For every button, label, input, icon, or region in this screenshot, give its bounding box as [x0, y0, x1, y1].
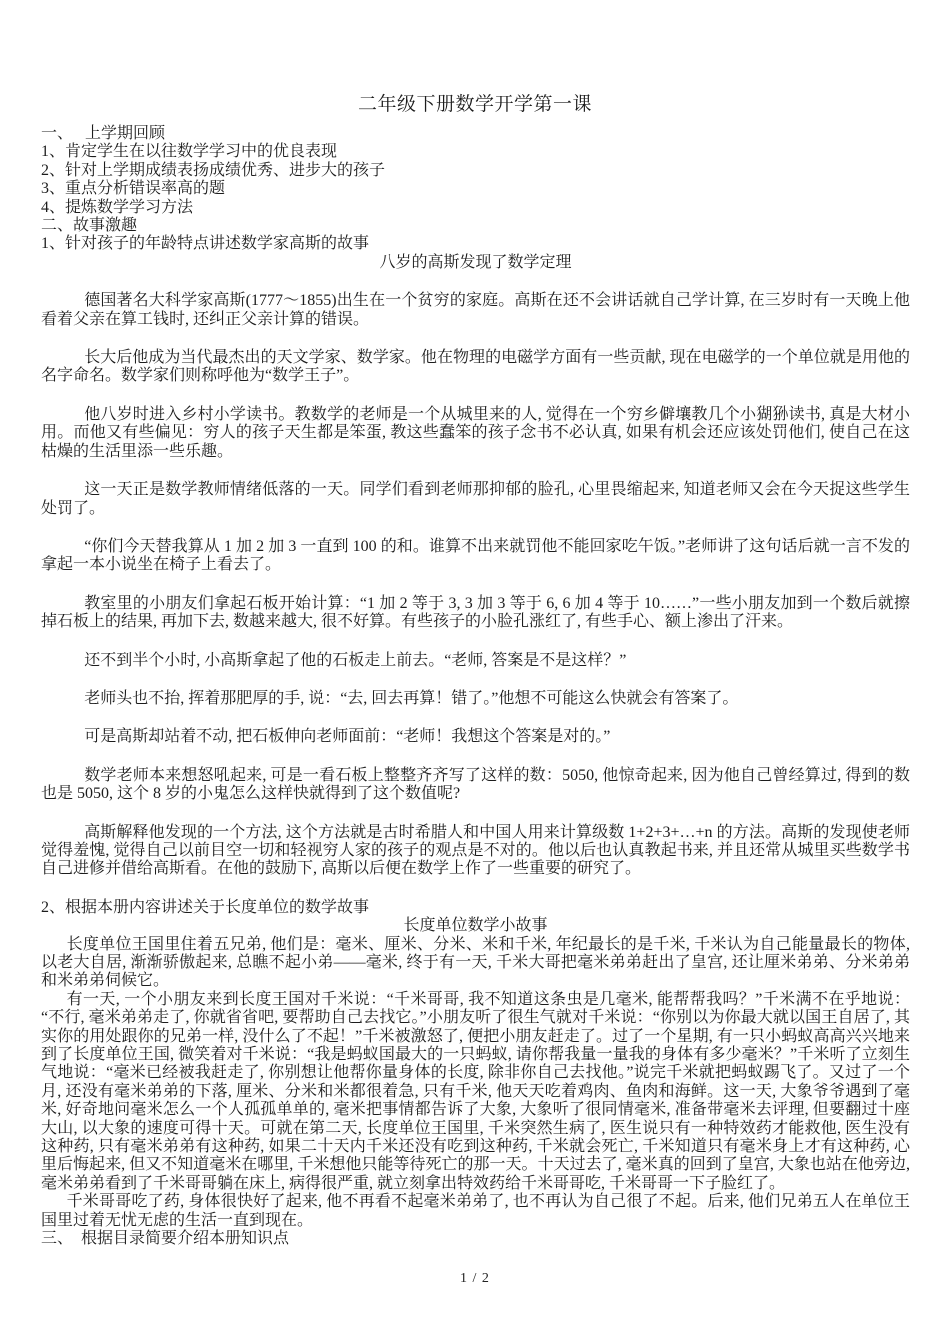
outline-item: 一、 上学期回顾 [41, 125, 166, 142]
outline-item: 4、提炼数学学习方法 [41, 198, 194, 216]
page-number: 1 / 2 [460, 1271, 490, 1286]
paragraph: 长度单位王国里住着五兄弟, 他们是：毫米、厘米、分米、米和千米, 年纪最长的是千米, 千米认为自己能量最长的物体, 以老大自居, 渐渐骄傲起来, 总瞧不起小弟——毫米, 终于有一天, 千米大哥把毫米弟弟赶出了皇宫, 还让厘米弟弟、分米弟弟和米弟弟伺候它。 [41, 935, 910, 990]
paragraph: 还不到半个小时, 小高斯拿起了他的石板走上前去。“老师, 答案是不是这样？” [84, 651, 627, 669]
paragraph: 这一天正是数学教师情绪低落的一天。同学们看到老师那抑郁的脸孔, 心里畏缩起来, 知道老师又会在今天捉这些学生处罚了。 [41, 481, 910, 517]
story-subtitle: 八岁的高斯发现了数学定理 [379, 253, 572, 271]
paragraph: 高斯解释他发现的一个方法, 这个方法就是古时希腊人和中国人用来计算级数 1+2+3+…+n 的方法。高斯的发现使老师觉得羞愧, 觉得自己以前目空一切和轻视穷人家的孩子的观点是不对的。他以后也认真教起书来, 并且还常从城里买些数学书自己进修并借给高斯看。在他的鼓励下, 高斯以后便在数学上作了一些重要的研究了。 [41, 823, 910, 878]
outline-item: 三、 根据目录简要介绍本册知识点 [41, 1230, 290, 1248]
outline-item: 3、重点分析错误率高的题 [41, 180, 226, 198]
paragraph: 可是高斯却站着不动, 把石板伸向老师面前：“老师！我想这个答案是对的。” [84, 728, 611, 746]
outline-item: 2、根据本册内容讲述关于长度单位的数学故事 [41, 898, 370, 916]
paragraph: “你们今天替我算从 1 加 2 加 3 一直到 100 的和。谁算不出来就罚他不能回家吃午饭。”老师讲了这句话后就一言不发的拿起一本小说坐在椅子上看去了。 [41, 537, 910, 574]
paragraph: 他八岁时进入乡村小学读书。教数学的老师是一个从城里来的人, 觉得在一个穷乡僻壤教几个小猢狲读书, 真是大材小用。而他又有些偏见：穷人的孩子天生都是笨蛋, 教这些蠢笨的孩子念书不必认真, 如果有机会还应该处罚他们, 使自己在这枯燥的生活里添一些乐趣。 [41, 405, 910, 460]
paragraph: 教室里的小朋友们拿起石板开始计算：“1 加 2 等于 3, 3 加 3 等于 6, 6 加 4 等于 10……”一些小朋友加到一个数后就擦掉石板上的结果, 再加下去, 数越来越大, 很不好算。有些孩子的小脸孔涨红了, 有些手心、额上渗出了汗来。 [41, 594, 910, 631]
paragraph: 德国著名大科学家高斯(1777～1855)出生在一个贫穷的家庭。高斯在还不会讲话就自己学计算, 在三岁时有一天晚上他看着父亲在算工钱时, 还纠正父亲计算的错误。 [41, 292, 910, 328]
paragraph: 千米哥哥吃了药, 身体很快好了起来, 他不再看不起毫米弟弟了, 也不再认为自己很了不起。后来, 他们兄弟五人在单位王国里过着无忧无虑的生活一直到现在。 [41, 1193, 910, 1229]
outline-item: 1、肯定学生在以往数学学习中的优良表现 [41, 143, 338, 161]
page-title: 二年级下册数学开学第一课 [357, 93, 592, 115]
outline-item: 二、故事激趣 [41, 217, 138, 235]
paragraph: 老师头也不抬, 挥着那肥厚的手, 说：“去, 回去再算！错了。”他想不可能这么快就会有答案了。 [84, 689, 739, 707]
paragraph: 数学老师本来想怒吼起来, 可是一看石板上整整齐齐写了这样的数：5050, 他惊奇起来, 因为他自己曾经算过, 得到的数也是 5050, 这个 8 岁的小鬼怎么这样快就得到了这个数值呢? [41, 766, 910, 803]
paragraph: 长大后他成为当代最杰出的天文学家、数学家。他在物理的电磁学方面有一些贡献, 现在电磁学的一个单位就是用他的名字命名。数学家们则称呼他为“数学王子”。 [41, 349, 910, 385]
document-body [41, 125, 910, 1249]
outline-item: 2、针对上学期成绩表扬成绩优秀、进步大的孩子 [41, 161, 386, 179]
outline-item: 1、针对孩子的年龄特点讲述数学家高斯的故事 [41, 235, 370, 253]
paragraph: 有一天, 一个小朋友来到长度王国对千米说：“千米哥哥, 我不知道这条虫是几毫米, 能帮帮我吗？”千米满不在乎地说：“不行, 毫米弟弟走了, 你就省省吧, 要帮助自己去找它。”小朋友听了很生气就对千米说：“你别以为你最大就以国王自居了, 其实你的用处跟你的兄弟一样, 没什么了不起！”千米被激怒了, 便把小朋友赶走了。过了一个星期, 有一只小蚂蚁高高兴兴地来到了长度单位王国, 微笑着对千米说：“我是蚂蚁国最大的一只蚂蚁, 请你帮我量一量我的身体有多少毫米？”千米听了立刻生气地说：“毫米已经被我赶走了, 你别想让他帮你量身体的长度, 除非你自己去找他。”说完千米就把蚂蚁踢飞了。又过了一个月, 还没有毫米弟弟的下落, 厘米、分米和米都很着急, 只有千米, 他天天吃着鸡肉、鱼肉和海鲜。这一天, 大象爷爷遇到了毫米, 好奇地问毫米怎么一个人孤孤单单的, 毫米把事情都告诉了大象, 大象听了很同情毫米, 准备带毫米去评理, 但要翻过十座大山, 以大象的速度可得十天。可就在第二天, 长度单位王国里, 千米突然生病了, 医生说只有一种特效药才能救他, 医生没有这种药, 只有毫米弟弟有这种药, 如果二十天内千米还没有吃到这种药, 千米就会死亡, 千米知道只有毫米身上才有这种药, 心里后悔起来, 但又不知道毫米在哪里, 千米想他只能等待死亡的那一天。十天过去了, 毫米真的回到了皇宫, 大象也站在他旁边, 毫米弟弟看到了千米哥哥躺在床上, 病得很严重, 就立刻拿出特效药给千米哥哥吃, 千米哥哥一下子脸红了。 [41, 990, 910, 1192]
story-subtitle: 长度单位数学小故事 [403, 917, 548, 935]
